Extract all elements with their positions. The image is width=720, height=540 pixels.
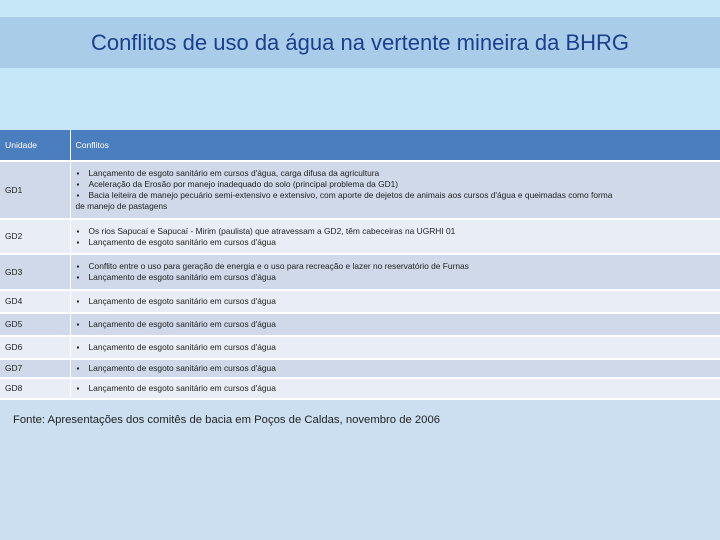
conflict-item: ▪ Lançamento de esgoto sanitário em cursos d'água, carga difusa da agricultura — [76, 168, 716, 179]
conflict-item: ▪ Lançamento de esgoto sanitário em cursos d'água — [76, 383, 716, 394]
conflict-item: ▪ Os rios Sapucaí e Sapucaí - Mirim (paulista) que atravessam a GD2, têm cabeceiras na UGRHI 01 — [76, 226, 716, 237]
unit-cell: GD4 — [0, 290, 70, 313]
table-row — [0, 254, 720, 290]
conflicts-cell — [70, 161, 720, 219]
unit-cell: GD3 — [0, 254, 70, 290]
table-header-row — [0, 130, 720, 161]
page-title: Conflitos de uso da água na vertente mineira da BHRG — [90, 29, 630, 55]
table-row — [0, 313, 720, 336]
unit-cell: GD2 — [0, 219, 70, 254]
unit-cell: GD7 — [0, 359, 70, 378]
conflict-item: ▪ Lançamento de esgoto sanitário em cursos d'água — [76, 319, 716, 330]
conflict-item-continuation: de manejo de pastagens — [75, 201, 168, 211]
unit-cell: GD5 — [0, 313, 70, 336]
conflict-item: ▪ Lançamento de esgoto sanitário em cursos d'água — [76, 342, 716, 353]
conflict-item: ▪ Bacia leiteira de manejo pecuário semi-extensivo e extensivo, com aporte de dejetos de animais aos cursos d'água e queimadas como forma — [76, 190, 716, 201]
unit-cell: GD6 — [0, 336, 70, 359]
conflicts-cell — [70, 359, 720, 378]
header-unidade: Unidade — [0, 130, 70, 161]
table-row — [0, 336, 720, 359]
table-row — [0, 219, 720, 254]
conflicts-cell — [70, 378, 720, 399]
conflict-item: ▪ Lançamento de esgoto sanitário em cursos d'água — [76, 237, 716, 248]
table-row — [0, 161, 720, 219]
unit-cell: GD8 — [0, 378, 70, 399]
conflicts-cell — [70, 219, 720, 254]
conflict-item: ▪ Lançamento de esgoto sanitário em cursos d'água — [76, 363, 716, 374]
table-row — [0, 290, 720, 313]
conflict-item: ▪ Lançamento de esgoto sanitário em cursos d'água — [76, 296, 716, 307]
table-row — [0, 359, 720, 378]
conflict-item: ▪ Conflito entre o uso para geração de energia e o uso para recreação e lazer no reservatório de Furnas — [76, 261, 716, 272]
conflicts-cell — [70, 336, 720, 359]
conflict-item: ▪ Lançamento de esgoto sanitário em cursos d'água — [76, 272, 716, 283]
conflict-item: ▪ Aceleração da Erosão por manejo inadequado do solo (principal problema da GD1) — [76, 179, 716, 190]
title-bar — [0, 17, 720, 68]
unit-cell: GD1 — [0, 161, 70, 219]
header-conflitos: Conflitos — [70, 130, 720, 161]
table-row — [0, 378, 720, 399]
conflicts-cell — [70, 313, 720, 336]
conflicts-cell — [70, 290, 720, 313]
source-note: Fonte: Apresentações dos comitês de bacia em Poços de Caldas, novembro de 2006 — [13, 414, 441, 426]
conflicts-cell — [70, 254, 720, 290]
conflicts-table — [0, 130, 720, 400]
